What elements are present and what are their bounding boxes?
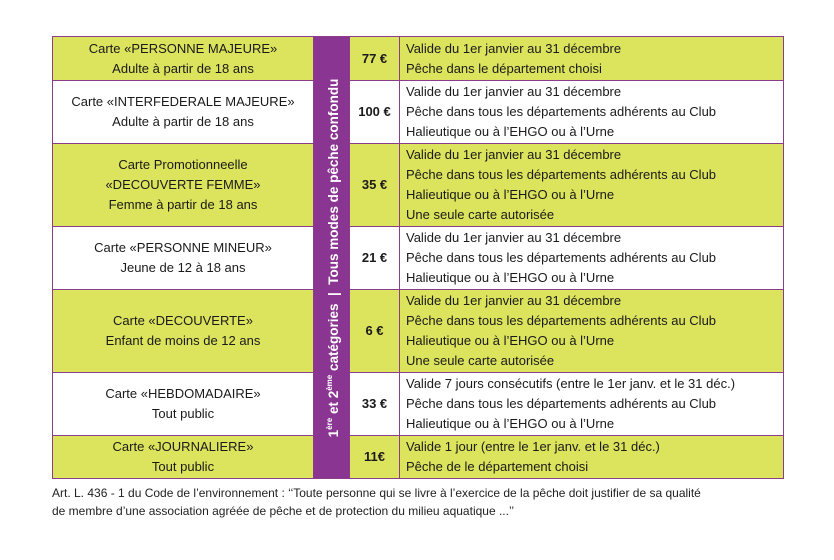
legal-note-line: Art. L. 436 - 1 du Code de l’environnement : ‘‘Toute personne qui se livre à l’exercice de la pêche doit justifier de sa qualité	[52, 486, 701, 500]
price-cell: 21 €	[350, 227, 400, 290]
card-name-cell: Carte «PERSONNE MINEUR» Jeune de 12 à 18 ans	[53, 227, 314, 290]
price-cell: 35 €	[350, 144, 400, 227]
card-name-cell: Carte «INTERFEDERALE MAJEURE» Adulte à partir de 18 ans	[53, 81, 314, 144]
price-cell: 100 €	[350, 81, 400, 144]
table-row	[53, 373, 784, 436]
card-name-cell: Carte «DECOUVERTE» Enfant de moins de 12 ans	[53, 290, 314, 373]
table-row	[53, 227, 784, 290]
description-cell: Valide du 1er janvier au 31 décembre Pêche dans le département choisi	[400, 37, 784, 81]
table-row	[53, 290, 784, 373]
card-name-cell: Carte «PERSONNE MAJEURE» Adulte à partir de 18 ans	[53, 37, 314, 81]
legal-note	[52, 484, 792, 520]
legal-note-line: de membre d’une association agréée de pêche et de protection du milieu aquatique ...’’	[52, 504, 515, 518]
table-row	[53, 144, 784, 227]
price-cell: 11€	[350, 436, 400, 479]
description-cell: Valide du 1er janvier au 31 décembre Pêche dans tous les départements adhérents au Club Halieutique ou à l’EHGO ou à l’Urne	[400, 227, 784, 290]
description-cell: Valide du 1er janvier au 31 décembre Pêche dans tous les départements adhérents au Club Halieutique ou à l’EHGO ou à l’Urne Une seule carte autorisée	[400, 144, 784, 227]
card-name-cell: Carte «HEBDOMADAIRE» Tout public	[53, 373, 314, 436]
card-name-cell: Carte «JOURNALIERE» Tout public	[53, 436, 314, 479]
price-cell: 33 €	[350, 373, 400, 436]
card-name-cell: Carte Promotionneelle «DECOUVERTE FEMME» Femme à partir de 18 ans	[53, 144, 314, 227]
description-cell: Valide du 1er janvier au 31 décembre Pêche dans tous les départements adhérents au Club Halieutique ou à l’EHGO ou à l’Urne	[400, 81, 784, 144]
description-cell: Valide 1 jour (entre le 1er janv. et le 31 déc.) Pêche de le département choisi	[400, 436, 784, 479]
price-cell: 6 €	[350, 290, 400, 373]
table-row	[53, 81, 784, 144]
category-vertical-label: 1ère et 2ème catégories | Tous modes de pêche confondu	[314, 37, 350, 479]
tarifs-table	[52, 36, 784, 479]
price-cell: 77 €	[350, 37, 400, 81]
description-cell: Valide du 1er janvier au 31 décembre Pêche dans tous les départements adhérents au Club Halieutique ou à l’EHGO ou à l’Urne Une seule carte autorisée	[400, 290, 784, 373]
description-cell: Valide 7 jours consécutifs (entre le 1er janv. et le 31 déc.) Pêche dans tous les départements adhérents au Club Halieutique ou à l’EHGO ou à l’Urne	[400, 373, 784, 436]
table-row	[53, 436, 784, 479]
table-row	[53, 37, 784, 81]
